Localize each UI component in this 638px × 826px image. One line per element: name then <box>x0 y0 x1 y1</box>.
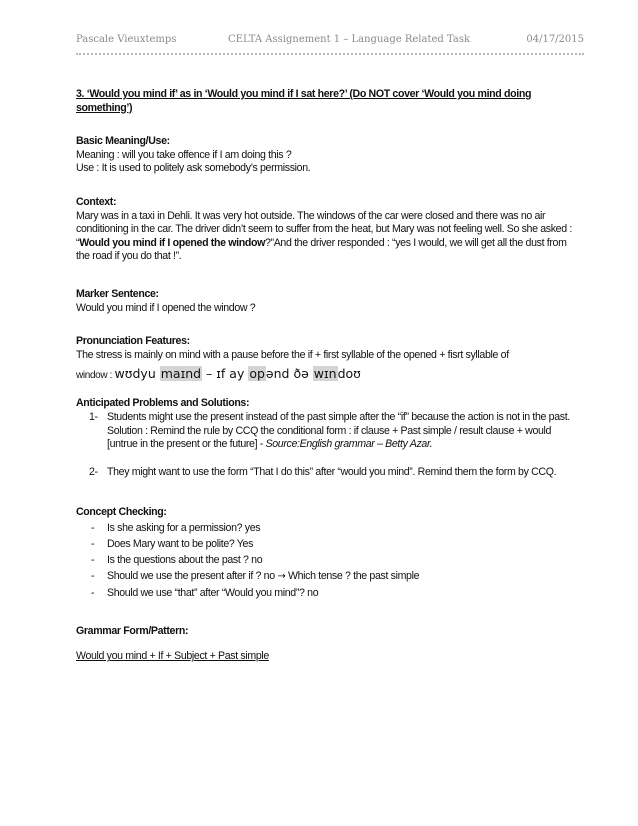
concept-question-text: Is she asking for a permission? yes <box>107 521 261 534</box>
context-heading: Context: <box>76 195 117 208</box>
problem-item <box>76 411 582 452</box>
pronunciation-text: The stress is mainly on mind with a pause before the if + first syllable of the opened + fisrt syllable of <box>76 348 509 361</box>
marker-sentence: Would you mind if I opened the window ? <box>76 301 256 314</box>
section-title-line2: something’) <box>76 101 133 114</box>
ipa-segment: ənd ðə <box>265 366 313 382</box>
dash-bullet: - <box>91 553 95 566</box>
basic-meaning-heading: Basic Meaning/Use: <box>76 135 170 148</box>
ipa-transcription <box>115 366 361 381</box>
grammar-heading: Grammar Form/Pattern: <box>76 624 189 637</box>
problem-source: Source:English grammar – Betty Azar. <box>265 438 433 451</box>
arrow-right-icon: → <box>277 570 286 582</box>
context-text-after: ?”And the driver responded : “yes I would, we will get all the dust from the road if you do that !”. <box>76 236 567 263</box>
header-assignment: CELTA Assignement 1 – Language Related Task <box>228 34 471 45</box>
problem-text: Students might use the present instead of the past simple after the “if” because the action is not in the past. Solution : Remind the rule by CCQ the conditional form : if clause + Past simple / result clause + would [untrue in the present or the future] - <box>107 410 570 451</box>
ipa-segment: doʊ <box>337 366 361 382</box>
concept-checking-list <box>76 520 582 601</box>
header-date: 04/17/2015 <box>526 34 584 45</box>
marker-heading: Marker Sentence: <box>76 287 159 300</box>
context-bold-question: Would you mind if I opened the window <box>79 236 265 249</box>
concept-checking-heading: Concept Checking: <box>76 506 167 519</box>
problem-number: 2- <box>89 465 98 478</box>
context-paragraph <box>76 210 582 264</box>
dash-bullet: - <box>91 569 95 582</box>
section-title <box>76 88 582 115</box>
problem-item <box>76 466 582 480</box>
ipa-stressed-syllable: maɪnd <box>160 366 202 382</box>
pronunciation-heading: Pronunciation Features: <box>76 335 190 348</box>
context-text-before: Mary was in a taxi in Dehli. It was very hot outside. The windows of the car were closed and there was no air conditioning in the car. The driver didn’t seem to suffer from the heat, but Mary was not feeling well. So she asked : “ <box>76 209 572 249</box>
ipa-segment: – ɪf ay <box>202 366 249 382</box>
problem-text: They might want to use the form “That I do this” after “would you mind”. Remind them the form by CCQ. <box>107 465 557 478</box>
ipa-stressed-syllable: op <box>249 366 265 382</box>
ipa-segment: wʊdyu <box>114 366 160 382</box>
concept-question <box>76 568 582 585</box>
concept-question-text: Should we use the present after if ? no <box>107 569 278 582</box>
meaning-text: Meaning : will you take offence if I am doing this ? <box>76 148 292 161</box>
use-text: Use : It is used to politely ask somebody’s permission. <box>76 162 311 175</box>
document-body <box>76 88 582 664</box>
concept-question <box>76 536 582 552</box>
grammar-pattern: Would you mind + If + Subject + Past simple <box>76 650 269 663</box>
header-divider <box>76 53 584 55</box>
dash-bullet: - <box>91 537 95 550</box>
dash-bullet: - <box>91 586 95 599</box>
concept-question-text: Does Mary want to be polite? Yes <box>107 537 254 550</box>
concept-question <box>76 585 582 601</box>
header-author: Pascale Vieuxtemps <box>76 34 177 45</box>
concept-question-text: Is the questions about the past ? no <box>107 553 263 566</box>
concept-question-followup: Which tense ? the past simple <box>285 569 420 582</box>
problems-heading: Anticipated Problems and Solutions: <box>76 397 250 410</box>
concept-question <box>76 520 582 536</box>
problems-list <box>76 411 582 479</box>
concept-question <box>76 552 582 568</box>
pronunciation-ipa-line <box>76 366 582 384</box>
page-header <box>76 34 584 50</box>
ipa-stressed-syllable: wɪn <box>313 366 337 382</box>
dash-bullet: - <box>91 521 95 534</box>
problem-number: 1- <box>89 410 98 423</box>
concept-question-text: Should we use “that” after “Would you mind”? no <box>107 586 319 599</box>
section-title-line1: 3. ‘Would you mind if’ as in ‘Would you mind if I sat here?’ (Do NOT cover ‘Would you mind doing <box>76 88 532 100</box>
ipa-prefix: window : <box>76 370 115 382</box>
